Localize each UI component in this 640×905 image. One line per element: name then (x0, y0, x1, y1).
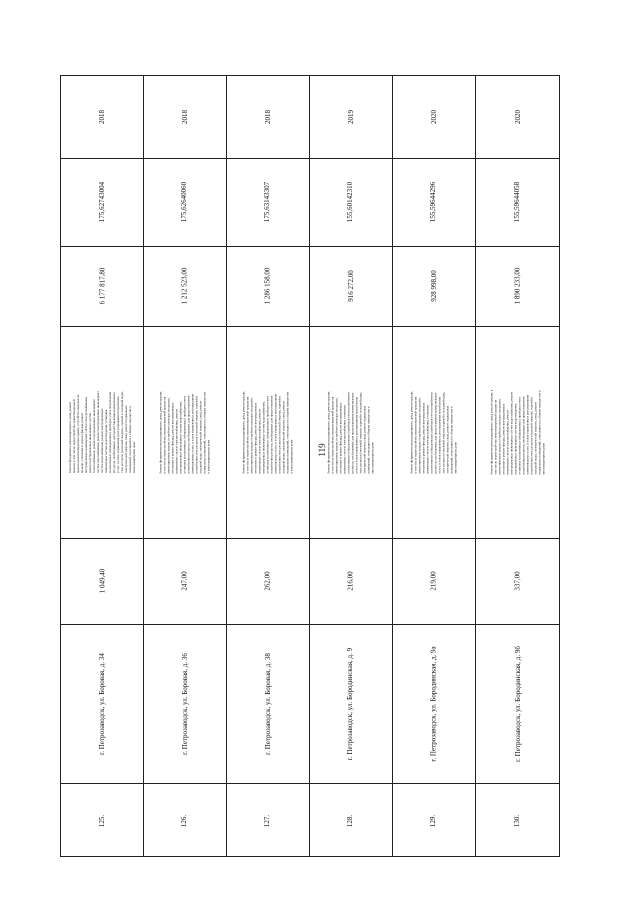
cell-address (475, 624, 560, 783)
address-text: г. Петрозаводск, ул. Бородинская, д. 9б (513, 645, 522, 762)
cell-cost (475, 246, 560, 326)
address-text: г. Петрозаводск, ул. Бородинская, д. 9а (429, 645, 438, 762)
cell-address (309, 624, 392, 783)
address-text: г. Петрозаводск, ул. Боровая, д. 38 (263, 652, 272, 755)
year-text: 2019 (346, 110, 355, 124)
cell-year (309, 76, 392, 158)
year-text: 2020 (513, 110, 522, 124)
area-text: 216,00 (346, 571, 355, 591)
cell-area (475, 538, 560, 624)
num-text: 126. (180, 814, 189, 827)
cell-works (226, 326, 309, 538)
cell-address (61, 624, 143, 783)
address-text: г. Петрозаводск, ул. Бородинская, д. 9 (346, 647, 355, 760)
area-text: 262,00 (263, 571, 272, 591)
cell-year (143, 76, 226, 158)
cell-unit (226, 158, 309, 246)
cost-text: 1 890 233,00 (513, 267, 522, 305)
cell-cost (226, 246, 309, 326)
cell-area (392, 538, 475, 624)
year-text: 2018 (180, 110, 189, 124)
cell-unit (475, 158, 560, 246)
num-text: 125. (98, 814, 106, 827)
unit-text: 175,62640060 (180, 181, 189, 223)
cell-cost (392, 246, 475, 326)
cell-year (392, 76, 475, 158)
cell-num (226, 783, 309, 858)
cell-area (61, 538, 143, 624)
cell-works (143, 326, 226, 538)
year-text: 2018 (98, 110, 106, 124)
cell-num (309, 783, 392, 858)
cell-area (226, 538, 309, 624)
address-text: г. Петрозаводск, ул. Боровая, д. 34 (98, 652, 107, 755)
cell-year (475, 76, 560, 158)
num-text: 130. (513, 814, 522, 827)
cell-cost (143, 246, 226, 326)
year-text: 2020 (429, 110, 438, 124)
cell-year (61, 76, 143, 158)
repair-schedule-table (60, 75, 560, 857)
cell-unit (392, 158, 475, 246)
cell-area (143, 538, 226, 624)
cell-cost (61, 246, 143, 326)
area-text: 337,00 (513, 571, 522, 591)
cell-year (226, 76, 309, 158)
cell-num (475, 783, 560, 858)
cost-text: 1 212 523,00 (180, 267, 189, 305)
works-text: Ремонт фундамента многоквартирного дома, ремонт крыши, в том числе переустройство невентилируемой крыши на вентилируемую крышу, устройство выходов на кровлю, утепление и ремонт фасада, ремонт внутридомовых инженерных систем электроснабжения, ремонт внутридомовых инженерных систем водоснабжения, ремонт внутридомовых инженерных систем водоотведения, установка коллективных (общедомовых) приборов учета потребления ресурсов, необходимых для предоставления коммунальных услуг, и узлов управления и регулирования потребления этих ресурсов (тепловой энергии, горячей и холодной воды, электрической энергии, газа), ремонт подвальных помещений, относящихся к общему имуществу в многоквартирном доме (489, 389, 546, 475)
cost-text: 928 998,00 (429, 270, 438, 302)
cell-works (309, 326, 392, 538)
num-text: 127. (263, 814, 272, 827)
works-text: Ремонт фундамента многоквартирного дома, ремонт крыши, в том числе переустройство невентилируемой крыши на вентилируемую крышу, устройство выходов на кровлю, утепление и ремонт фасада, ремонт внутридомовых инженерных систем электроснабжения, ремонт внутридомовых инженерных систем водоснабжения, установка коллективных (общедомовых) приборов учета потребления ресурсов, необходимых для предоставления коммунальных услуг, и узлов управления и регулирования потребления этих ресурсов (тепловой энергии, горячей и холодной воды, электрической энергии, газа), ремонт подвальных помещений, относящихся к общему имуществу в многоквартирном доме (241, 391, 294, 474)
cell-works (392, 326, 475, 538)
page-number: 119 (317, 443, 327, 457)
works-text: Ремонт фундамента многоквартирного дома, ремонт крыши, в том числе переустройство невентилируемой крыши на вентилируемую крышу, устройство выходов на кровлю, утепление и ремонт фасада, ремонт внутридомовых инженерных систем электроснабжения, установка коллективных (общедомовых) приборов учета потребления ресурсов, необходимых для предоставления коммунальных услуг, и узлов управления и регулирования потребления этих ресурсов (тепловой энергии, горячей и холодной воды, электрической энергии, газа), ремонт подвальных помещений, относящихся к общему имуществу в многоквартирном доме (409, 391, 458, 474)
cost-text: 1 286 158,00 (263, 267, 272, 305)
unit-text: 155,59644296 (429, 181, 438, 223)
works-text: Ремонт фундамента многоквартирного дома, ремонт крыши, в том числе переустройство невентилируемой крыши на вентилируемую крышу, устройство выходов на кровлю, утепление и ремонт фасада, ремонт внутридомовых инженерных систем электроснабжения, ремонт внутридомовых инженерных систем теплоснабжения, ремонт внутридомовых инженерных систем газоснабжения, ремонт внутридомовых инженерных систем водоснабжения, ремонт внутридомовых инженерных систем водоотведения, установка коллективных (общедомовых) приборов учета потребления ресурсов, необходимых для предоставления коммунальных услуг, и узлов управления и регулирования потребления этих ресурсов (тепловой энергии, горячей и холодной воды, электрической энергии, газа), ремонт подвальных помещений, относящихся к общему имуществу в многоквартирном доме (68, 391, 136, 473)
cost-text: 916 272,00 (346, 270, 355, 302)
cell-works (61, 326, 143, 538)
cell-works (475, 326, 560, 538)
cell-unit (61, 158, 143, 246)
cell-unit (309, 158, 392, 246)
address-text: г. Петрозаводск, ул. Боровая, д. 36 (180, 652, 189, 755)
num-text: 128. (346, 814, 355, 827)
cell-num (143, 783, 226, 858)
unit-text: 175,62743004 (98, 181, 106, 223)
works-text: Ремонт фундамента многоквартирного дома, ремонт крыши, в том числе переустройство невентилируемой крыши на вентилируемую крышу, устройство выходов на кровлю, утепление и ремонт фасада, ремонт внутридомовых инженерных систем электроснабжения, установка коллективных (общедомовых) приборов учета потребления ресурсов, необходимых для предоставления коммунальных услуг, и узлов управления и регулирования потребления этих ресурсов (тепловой энергии, горячей и холодной воды, электрической энергии, газа), ремонт подвальных помещений, относящихся к общему имуществу в многоквартирном доме (326, 391, 375, 474)
cell-num (61, 783, 143, 858)
year-text: 2018 (263, 110, 272, 124)
area-text: 219,00 (429, 571, 438, 591)
cell-unit (143, 158, 226, 246)
cell-area (309, 538, 392, 624)
unit-text: 175,63143307 (263, 181, 272, 223)
area-text: 247,00 (180, 571, 189, 591)
cell-address (226, 624, 309, 783)
cell-address (143, 624, 226, 783)
unit-text: 155,60142310 (346, 181, 355, 223)
cell-num (392, 783, 475, 858)
cell-address (392, 624, 475, 783)
cost-text: 6 177 817,80 (98, 267, 106, 305)
cell-cost (309, 246, 392, 326)
unit-text: 155,59644058 (513, 181, 522, 223)
area-text: 1 049,40 (98, 568, 106, 594)
works-text: Ремонт фундамента многоквартирного дома, ремонт крыши, в том числе переустройство невентилируемой крыши на вентилируемую крышу, устройство выходов на кровлю, утепление и ремонт фасада, ремонт внутридомовых инженерных систем электроснабжения, ремонт внутридомовых инженерных систем водоснабжения, установка коллективных (общедомовых) приборов учета потребления ресурсов, необходимых для предоставления коммунальных услуг, и узлов управления и регулирования потребления этих ресурсов (тепловой энергии, горячей и холодной воды, электрической энергии, газа), ремонт подвальных помещений, относящихся к общему имуществу в многоквартирном доме (158, 391, 211, 474)
num-text: 129. (429, 814, 438, 827)
